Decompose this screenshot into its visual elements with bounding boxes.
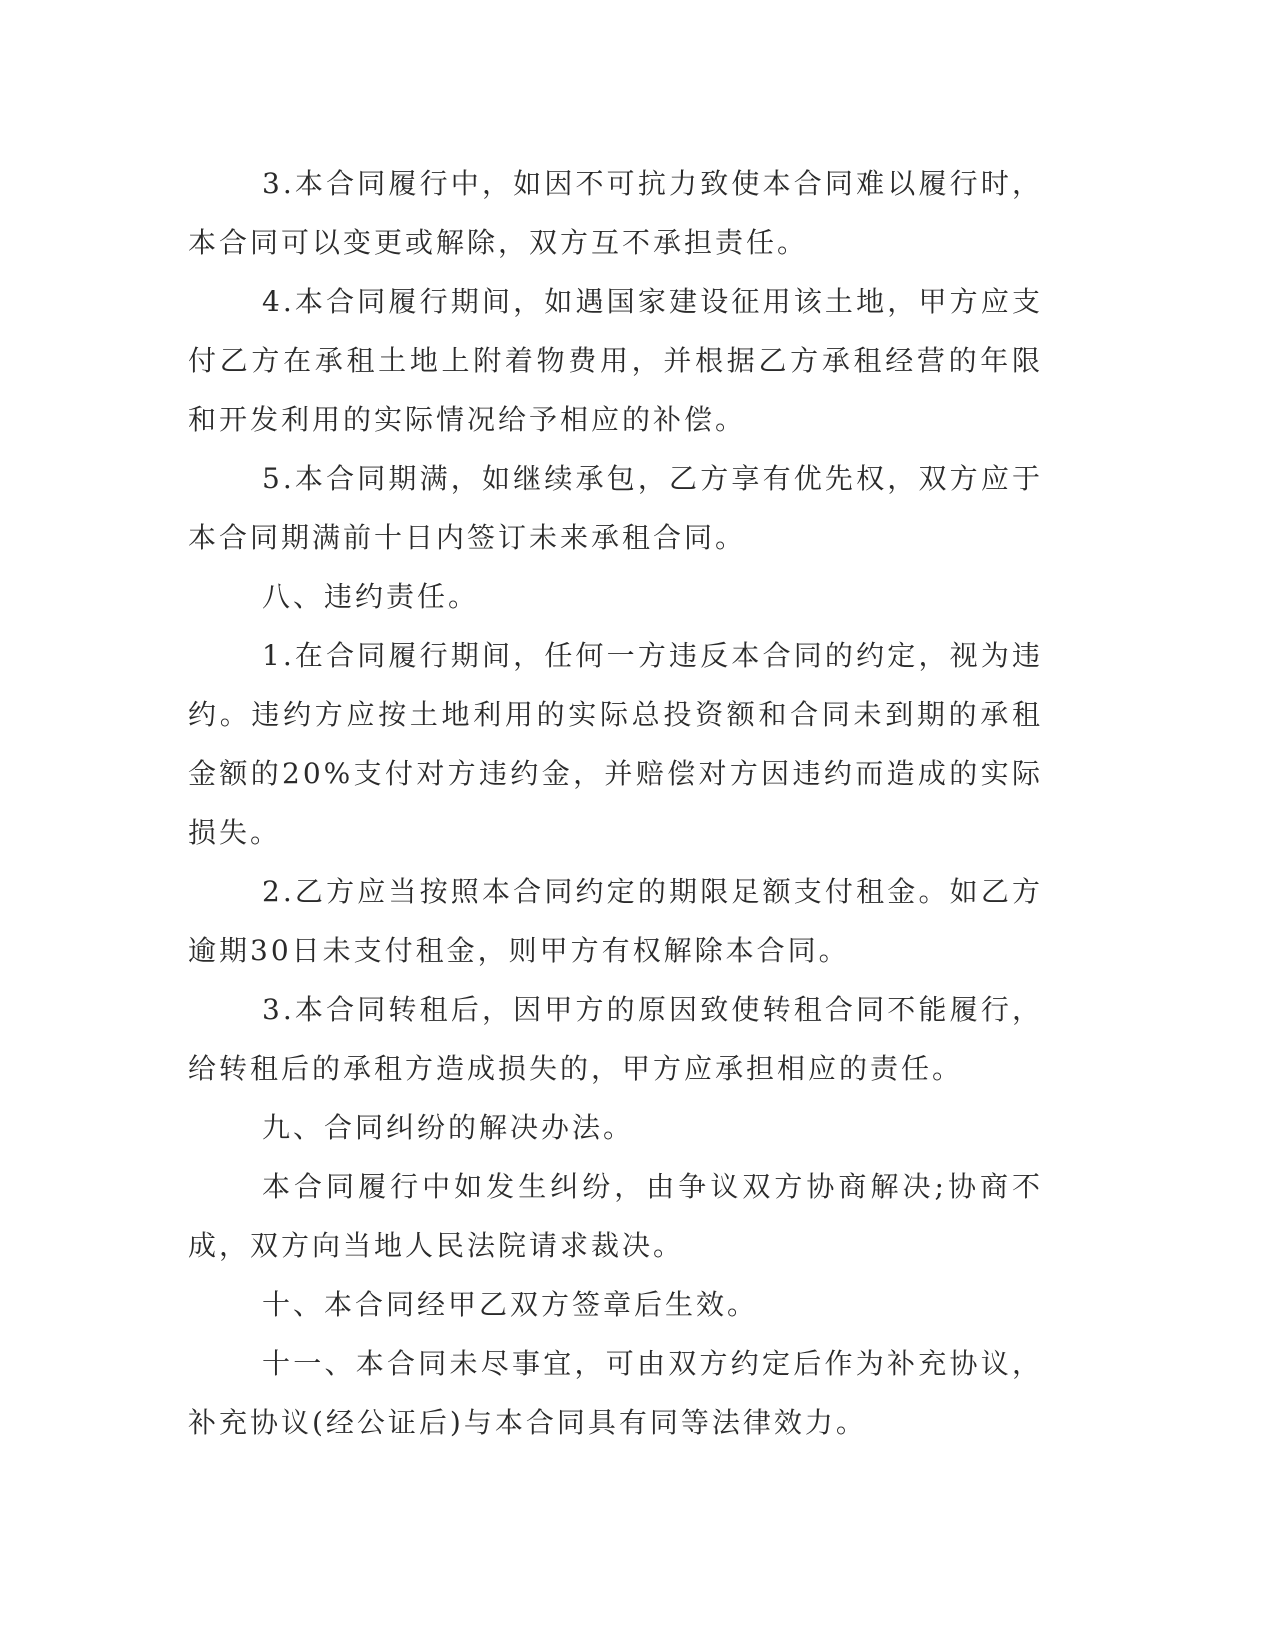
clause-rent-payment: 2.乙方应当按照本合同约定的期限足额支付租金。如乙方逾期30日未支付租金，则甲方有权解除本合同。 bbox=[188, 875, 1043, 967]
clause-breach-penalty: 1.在合同履行期间，任何一方违反本合同的约定，视为违约。违约方应按土地利用的实际总投资额和合同未到期的承租金额的20%支付对方违约金，并赔偿对方因违约而造成的实际损失。 bbox=[188, 639, 1043, 849]
section-heading-effectiveness: 十、本合同经甲乙双方签章后生效。 bbox=[262, 1288, 759, 1321]
section-supplementary-agreement: 十一、本合同未尽事宜，可由双方约定后作为补充协议，补充协议(经公证后)与本合同具有同等法律效力。 bbox=[188, 1347, 1043, 1439]
clause-sublease-liability: 3.本合同转租后，因甲方的原因致使转租合同不能履行，给转租后的承租方造成损失的，甲方应承担相应的责任。 bbox=[188, 993, 1043, 1085]
section-heading-breach-liability: 八、违约责任。 bbox=[262, 580, 480, 613]
clause-dispute-resolution: 本合同履行中如发生纠纷，由争议双方协商解决;协商不成，双方向当地人民法院请求裁决。 bbox=[188, 1170, 1043, 1262]
section-heading-dispute-resolution: 九、合同纠纷的解决办法。 bbox=[262, 1111, 635, 1144]
clause-force-majeure: 3.本合同履行中，如因不可抗力致使本合同难以履行时，本合同可以变更或解除，双方互不承担责任。 bbox=[188, 167, 1043, 259]
clause-renewal-priority: 5.本合同期满，如继续承包，乙方享有优先权，双方应于本合同期满前十日内签订未来承租合同。 bbox=[188, 462, 1043, 554]
clause-land-requisition: 4.本合同履行期间，如遇国家建设征用该土地，甲方应支付乙方在承租土地上附着物费用，并根据乙方承租经营的年限和开发利用的实际情况给予相应的补偿。 bbox=[188, 285, 1043, 436]
